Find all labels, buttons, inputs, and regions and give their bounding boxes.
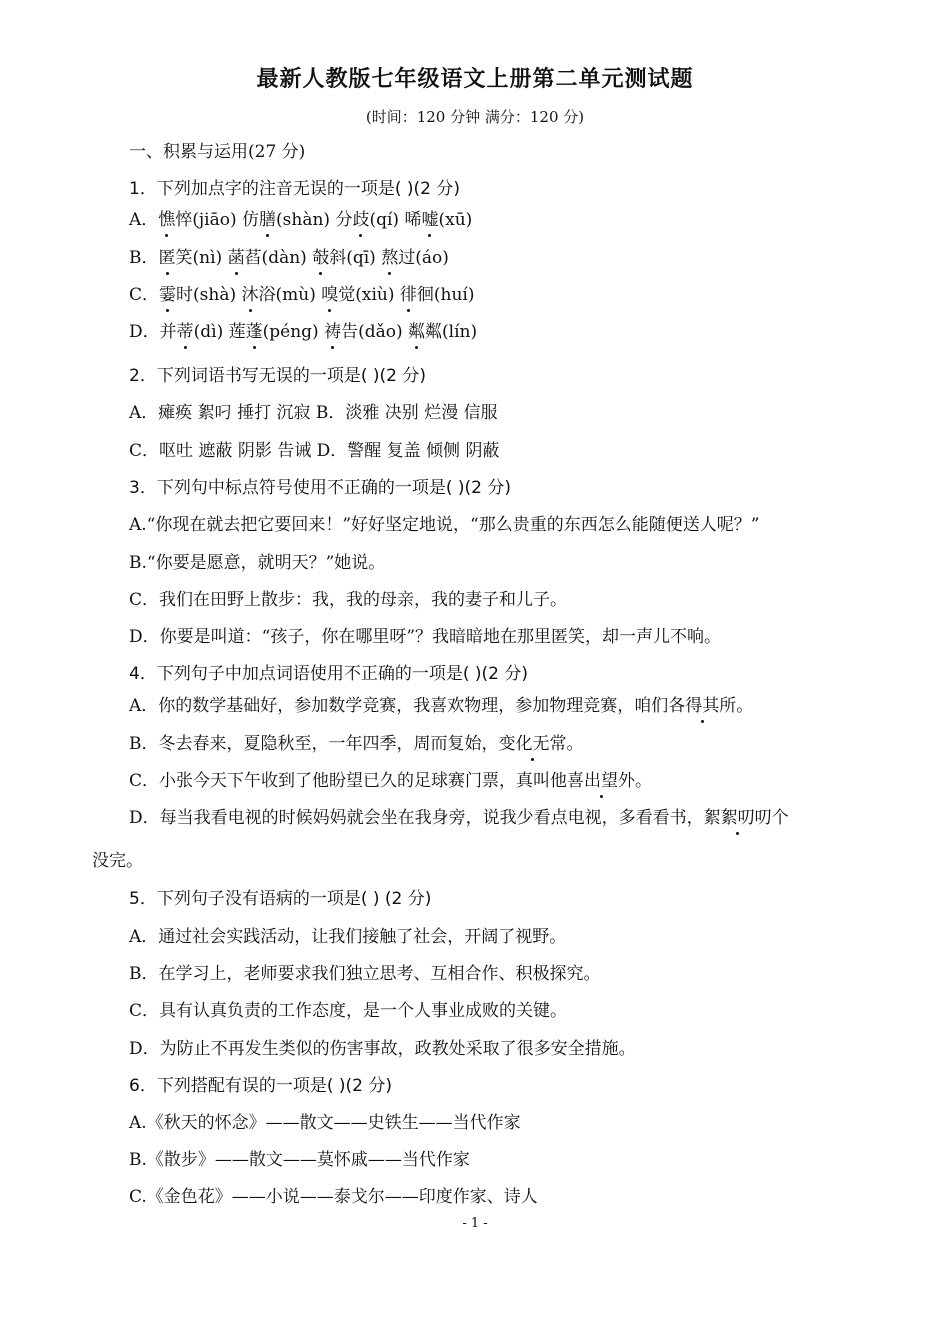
question-1-stem: 1．下列加点字的注音无误的一项是( )(2 分)	[129, 179, 460, 199]
question-2-options-cd: C．呕吐 遮蔽 阴影 告诫 D．警醒 复盖 倾侧 阴蔽	[129, 441, 500, 461]
question-3-option-b: B.“你要是愿意，就明天？”她说。	[129, 553, 386, 573]
question-1-option-d: D．并蒂(dì) 莲蓬(péng) 祷告(dǎo) 粼粼(lín)	[129, 322, 478, 342]
question-6-stem: 6．下列搭配有误的一项是( )(2 分)	[129, 1076, 392, 1096]
question-4-stem: 4．下列句子中加点词语使用不正确的一项是( )(2 分)	[129, 664, 528, 684]
question-1-option-a: A．憔悴(jiāo) 仿膳(shàn) 分歧(qí) 唏嘘(xū)	[129, 210, 473, 230]
question-5-option-d: D．为防止不再发生类似的伤害事故，政教处采取了很多安全措施。	[129, 1039, 636, 1059]
question-1-option-c: C．霎时(shà) 沐浴(mù) 嗅觉(xiù) 徘徊(huí)	[129, 285, 475, 305]
exam-info: (时间：120 分钟 满分：120 分)	[365, 108, 585, 126]
question-6-option-a: A.《秋天的怀念》——散文——史铁生——当代作家	[129, 1113, 521, 1133]
page-title: 最新人教版七年级语文上册第二单元测试题	[256, 67, 694, 92]
question-4-option-a: A．你的数学基础好，参加数学竞赛，我喜欢物理，参加物理竞赛，咱们各得其所。	[129, 696, 754, 716]
question-4-option-d: D．每当我看电视的时候妈妈就会坐在我身旁，说我少看点电视，多看看书，絮絮叨叨个	[129, 808, 789, 828]
section-heading: 一、积累与运用(27 分)	[129, 142, 306, 162]
question-4-option-b: B．冬去春来，夏隐秋至，一年四季，周而复始，变化无常。	[129, 734, 584, 754]
page-number: - 1 -	[462, 1216, 488, 1231]
question-2-options-ab: A．瘫痪 絮叼 捶打 沉寂 B．淡雅 决别 烂漫 信服	[129, 403, 498, 423]
question-2-stem: 2．下列词语书写无误的一项是( )(2 分)	[129, 366, 426, 386]
question-5-option-b: B．在学习上，老师要求我们独立思考、互相合作、积极探究。	[129, 964, 601, 984]
question-3-option-a: A.“你现在就去把它要回来！”好好坚定地说，“那么贵重的东西怎么能随便送人呢？”	[129, 515, 760, 535]
question-1-option-b: B．匿笑(nì) 菡萏(dàn) 攲斜(qī) 熬过(áo)	[129, 248, 449, 268]
question-5-option-c: C．具有认真负责的工作态度，是一个人事业成败的关键。	[129, 1001, 568, 1021]
question-3-option-c: C．我们在田野上散步：我，我的母亲，我的妻子和儿子。	[129, 590, 568, 610]
question-4-option-c: C．小张今天下午收到了他盼望已久的足球赛门票，真叫他喜出望外。	[129, 771, 653, 791]
question-3-stem: 3．下列句中标点符号使用不正确的一项是( )(2 分)	[129, 478, 511, 498]
question-3-option-d: D．你要是叫道：“孩子，你在哪里呀”？我暗暗地在那里匿笑，却一声儿不响。	[129, 627, 722, 647]
question-6-option-c: C.《金色花》——小说——泰戈尔——印度作家、诗人	[129, 1187, 538, 1207]
question-5-option-a: A．通过社会实践活动，让我们接触了社会，开阔了视野。	[129, 927, 567, 947]
question-6-option-b: B.《散步》——散文——莫怀戚——当代作家	[129, 1150, 470, 1170]
question-4-option-d-continued: 没完。	[92, 851, 143, 871]
question-5-stem: 5．下列句子没有语病的一项是( ) (2 分)	[129, 889, 432, 909]
